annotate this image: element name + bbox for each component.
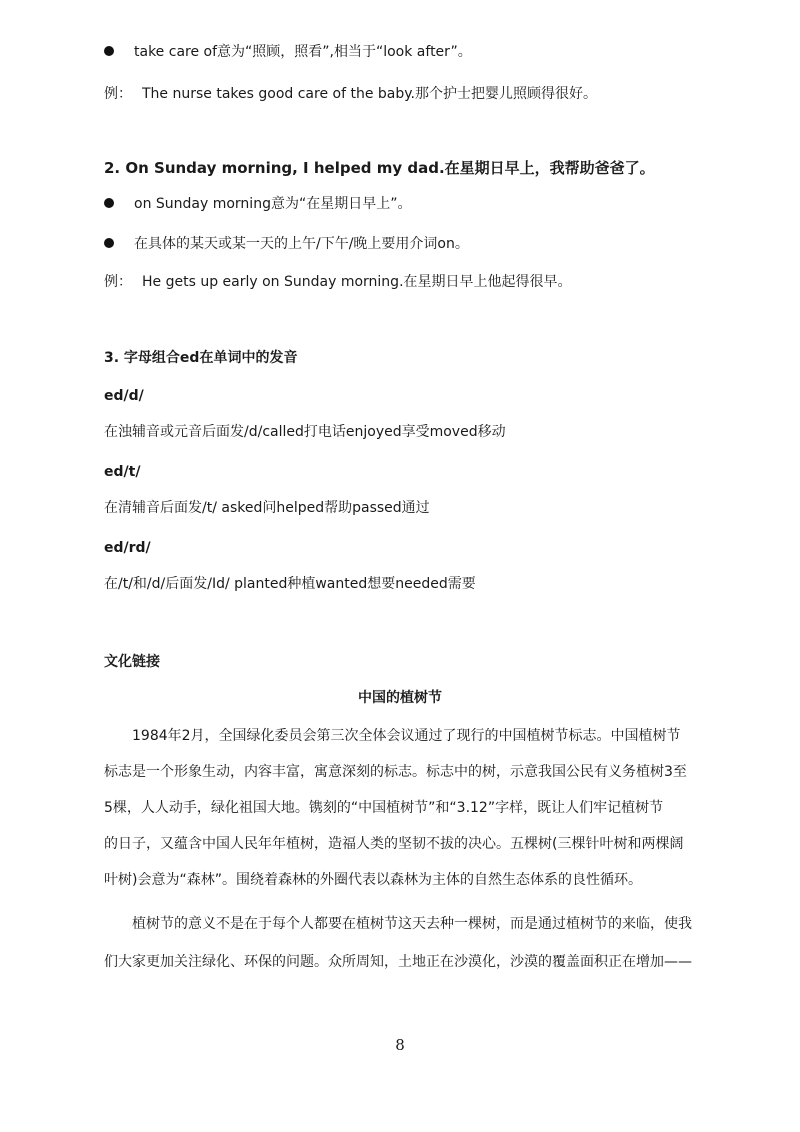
bullet-preposition-on: [104, 234, 469, 254]
article-line: 的日子，又蕴含中国人民年年植树，造福人类的坚韧不拔的决心。五棵树(三棵针叶树和两棵阔: [104, 836, 684, 852]
example-label: 例：: [104, 86, 132, 102]
article-line: 植树节的意义不是在于每个人都要在植树节这天去种一棵树，而是通过植树节的来临，使我: [104, 916, 692, 932]
article-title: 中国的植树节: [358, 690, 442, 706]
bullet-on-sunday-morning: [104, 194, 411, 214]
ed-label-t: ed/t/: [104, 464, 141, 480]
article-line: 们大家更加关注绿化、环保的问题。众所周知，土地正在沙漠化，沙漠的覆盖面积正在增加——: [104, 954, 692, 970]
bullet-dot-icon: [104, 198, 114, 208]
bullet-dot-icon: [104, 238, 114, 248]
ed-label-d: ed/d/: [104, 388, 144, 404]
bullet-text: 在具体的某天或某一天的上午/下午/晚上要用介词on。: [134, 236, 469, 252]
ed-rule-id: 在/t/和/d/后面发/Id/ planted种植wanted想要needed需要: [104, 576, 476, 592]
example-label: 例：: [104, 274, 132, 290]
ed-label-id: ed/rd/: [104, 540, 151, 556]
page-number: 8: [395, 1036, 405, 1054]
section-heading-sunday: 2. On Sunday morning, I helped my dad.在星期日早上，我帮助爸爸了。: [104, 159, 655, 177]
bullet-take-care-of: [104, 42, 472, 62]
example-line: [104, 272, 572, 292]
culture-heading: 文化链接: [104, 654, 160, 670]
article-line: 5棵，人人动手，绿化祖国大地。镌刻的“中国植树节”和“3.12”字样，既让人们牢记植树节: [104, 800, 664, 816]
article-line: 标志是一个形象生动，内容丰富，寓意深刻的标志。标志中的树，示意我国公民有义务植树3至: [104, 764, 687, 780]
ed-rule-t: 在清辅音后面发/t/ asked问helped帮助passed通过: [104, 500, 430, 516]
article-line: 1984年2月，全国绿化委员会第三次全体会议通过了现行的中国植树节标志。中国植树节: [104, 728, 681, 744]
example-text: He gets up early on Sunday morning.在星期日早上他起得很早。: [142, 274, 572, 290]
bullet-dot-icon: [104, 46, 114, 56]
ed-rule-d: 在浊辅音或元音后面发/d/called打电话enjoyed享受moved移动: [104, 424, 506, 440]
bullet-text: take care of意为“照顾，照看”,相当于“look after”。: [134, 44, 472, 60]
example-text: The nurse takes good care of the baby.那个护士把婴儿照顾得很好。: [142, 86, 597, 102]
section-heading-ed-pronunciation: 3. 字母组合ed在单词中的发音: [104, 350, 298, 366]
bullet-text: on Sunday morning意为“在星期日早上”。: [134, 196, 412, 212]
example-line: [104, 84, 597, 104]
article-line: 叶树)会意为“森林”。围绕着森林的外圈代表以森林为主体的自然生态体系的良性循环。: [104, 872, 642, 888]
